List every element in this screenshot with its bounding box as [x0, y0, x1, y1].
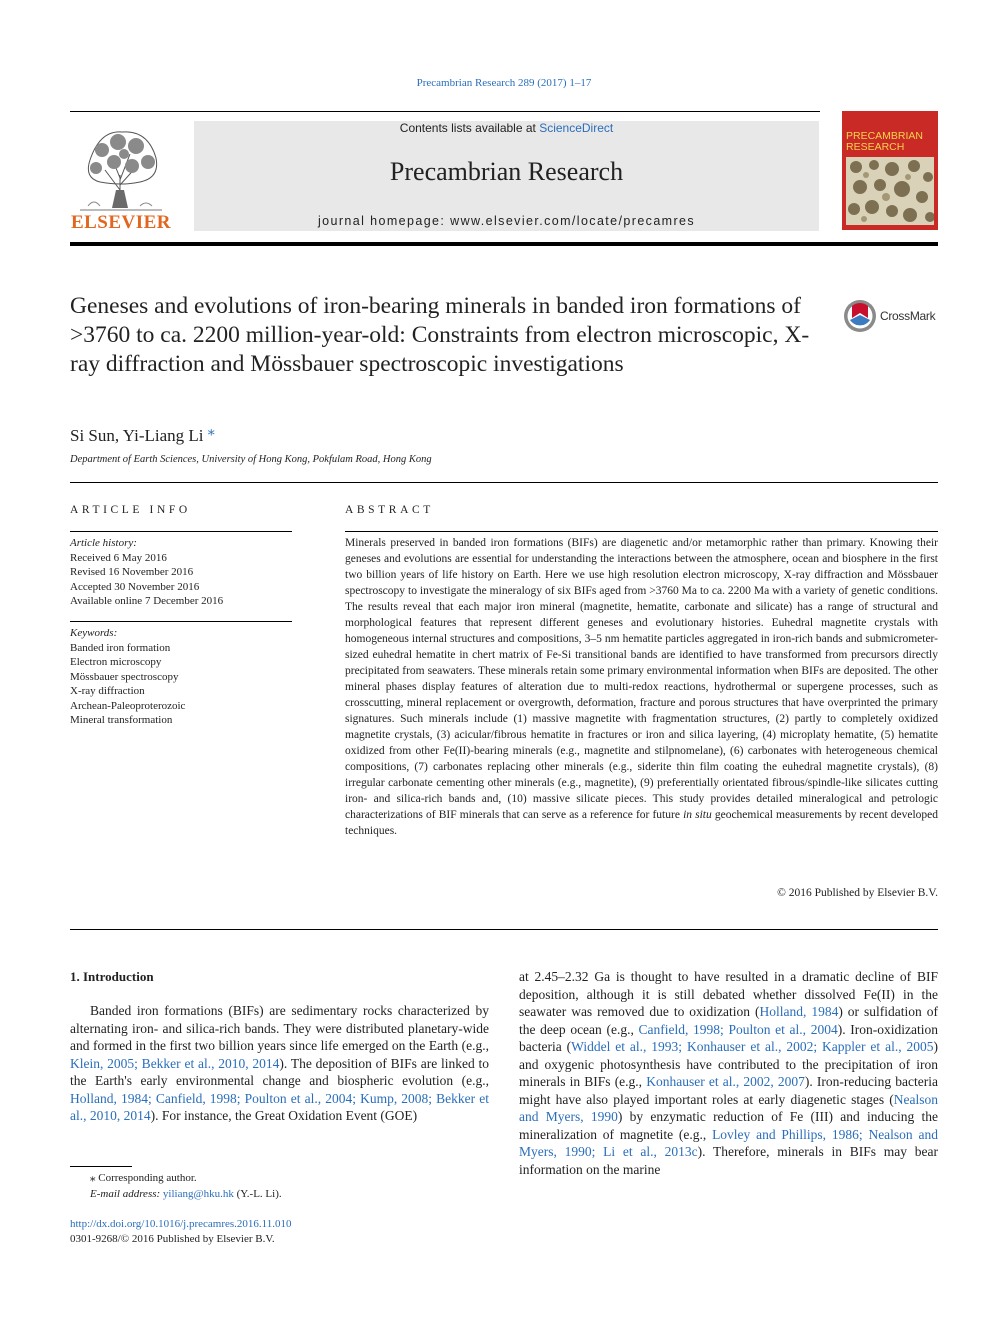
body-text: at 2.45–2.32 Ga is thought to have resulted in a dramatic decline of BIF deposition, although it is still debated whether dissolved Fe(II) in the seawater was removed due to oxidization (: [519, 969, 938, 1019]
contents-line: [194, 121, 819, 135]
history-accepted: Accepted 30 November 2016: [70, 580, 200, 593]
keyword-item: Electron microscopy: [70, 656, 162, 668]
homepage-url-link[interactable]: www.elsevier.com/locate/precamres: [450, 214, 696, 228]
body-text: ) and oxygenic photosynthesis have contributed to the precipitation of iron minerals in BIFs (e.g.,: [519, 1039, 938, 1089]
history-online: Available online 7 December 2016: [70, 595, 224, 607]
journal-reference-link[interactable]: Precambrian Research 289 (2017) 1–17: [416, 77, 592, 89]
abstract-heading: ABSTRACT: [345, 504, 434, 516]
abstract-end: geochemical measurements by recent developed techniques.: [345, 809, 939, 837]
citation-link[interactable]: Klein, 2005; Bekker et al., 2010, 2014: [70, 1055, 280, 1071]
abstract-body: Minerals preserved in banded iron formations (BIFs) are diagenetic and/or metamorphic rather than primary. Knowing their geneses and evolutions are essential for understanding the interactions between the atmosphere, ocean and biosphere in the first two billion years of life history on Earth. Here we use high resolution electron microscopy, X-ray diffraction and Mössbauer spectroscopy to investigate the mineralogy of six BIFs aged from >3760 Ma to ca. 2200 Ma with a variety of genetic conditions. The results reveal that each major iron mineral (magnetite, hematite, carbonate and silicate) has a range of structural and morphological features that represent different geneses and evolutionary histories. Euhedral magnetite crystals with homogeneous internal structures and compositions, 3–5 nm hematite particles aggregated in iron-rich bands and submicrometer-sized euhedral hematite in chert matrix of Fe-Si transitional bands are identified to have transformed from precursors directly precipitated from seawaters. These minerals retain some primary environmental information when BIFs are deposited. The other mineral phases display features of alteration due to multi-redox reactions, hydrothermal or supergene processes, such as crosscutting, mineral replacement or overgrowth, deformation, fracture and porous structures that have overprinted the primary signatures. Such minerals include (1) massive magnetite with fragmentation structures, (2) partly to completely oxidized magnetite crystals, (3) acicular/fibrous hematite in fractures or iron and silica layering, (4) microplaty hematite, (5) hematite oxidized from other Fe(II)-bearing minerals (e.g., magnetite and stilpnomelane), (6) carbonates with heterogeneous chemical compositions, (7) carbonates replacing other minerals (e.g., siderite thin film coating the euhedral magnetite crystals), (8) irregular carbonate cementing other minerals (e.g., magnetite), (9) preferentially orientated fibrous/spindle-like silicates cutting iron- and silica-rich bands and, (10) massive silicate pieces. This study provides detailed mineralogical and petrologic characterizations of BIF minerals that can serve as a reference for future: [345, 537, 938, 821]
body-text: ) or sulfidation of the deep ocean (e.g.,: [519, 1004, 938, 1037]
article-info-rule: [70, 531, 292, 532]
article-title: Geneses and evolutions of iron-bearing minerals in banded iron formations of >3760 to ca. 2200 million-year-old: Constraints from electron microscopic, X-ray diffraction and Mössbauer spectroscopic investigations: [70, 293, 810, 377]
citation-link[interactable]: Konhauser et al., 2002, 2007: [646, 1074, 805, 1089]
crossmark-label[interactable]: CrossMark: [880, 309, 936, 323]
citation-link[interactable]: Lovley and Phillips, 1986; Nealson and Myers, 1990; Li et al., 2013c: [519, 1126, 938, 1159]
article-history: [70, 536, 223, 609]
keyword-item: Banded iron formation: [70, 641, 171, 654]
keyword-item: Mineral transformation: [70, 714, 173, 726]
citation-link[interactable]: Holland, 1984; Canfield, 1998; Poulton et al., 2004; Kump, 2008; Bekker et al., 2010, 2014: [70, 1090, 489, 1123]
affiliation: Department of Earth Sciences, University of Hong Kong, Pokfulam Road, Hong Kong: [70, 454, 432, 465]
abstract-rule: [345, 531, 938, 532]
body-top-rule: [70, 929, 938, 930]
body-text: ). Iron-oxidization bacteria (: [519, 1021, 938, 1054]
citation-link[interactable]: Nealson and Myers, 1990: [519, 1091, 938, 1124]
keyword-item: X-ray diffraction: [70, 685, 145, 697]
body-column-left: [70, 1002, 489, 1125]
footnote-corresponding: [70, 1170, 282, 1186]
body-column-right: [519, 968, 938, 1178]
journal-cover-thumbnail[interactable]: [842, 111, 938, 230]
citation-link[interactable]: Canfield, 1998; Poulton et al., 2004: [638, 1021, 838, 1037]
keyword-item: Archean-Paleoproterozoic: [70, 699, 186, 712]
info-top-rule: [70, 482, 938, 483]
authors-text: Si Sun, Yi-Liang Li: [70, 426, 204, 445]
citation-link[interactable]: Holland, 1984: [759, 1004, 839, 1019]
cover-mineral-image: [846, 157, 934, 225]
cover-title: PRECAMBRIAN RESEARCH: [846, 130, 924, 153]
corresponding-author-mark[interactable]: ⁎: [207, 424, 215, 439]
doi-block: [70, 1217, 292, 1247]
history-label: Article history:: [70, 537, 137, 549]
keyword-item: Mössbauer spectroscopy: [70, 670, 179, 683]
body-text: ). The deposition of BIFs are linked to the Earth's early environmental change and biospheric evolution (e.g.,: [70, 1055, 490, 1088]
email-label: E-mail address:: [90, 1188, 161, 1200]
history-received: Received 6 May 2016: [70, 551, 167, 564]
footnote-rule: [70, 1166, 132, 1167]
footnote-mark: ⁎: [90, 1172, 96, 1184]
corresponding-label: Corresponding author.: [98, 1172, 197, 1184]
sciencedirect-link[interactable]: ScienceDirect: [539, 121, 614, 135]
abstract-italic: in situ: [683, 809, 712, 821]
citation-link[interactable]: Widdel et al., 1993; Konhauser et al., 2002; Kappler et al., 2005: [571, 1039, 934, 1054]
introduction-heading: 1. Introduction: [70, 969, 154, 984]
body-text: ). Therefore, minerals in BIFs may bear information on the marine: [519, 1144, 938, 1177]
journal-name: Precambrian Research: [389, 157, 624, 186]
body-text: ) by enzymatic reduction of Fe (III) and inducing the mineralization of magnetite (e.g.,: [519, 1109, 938, 1142]
issn-line: 0301-9268/© 2016 Published by Elsevier B.V.: [70, 1233, 275, 1245]
footnote: [70, 1170, 282, 1202]
keywords-label: Keywords:: [70, 627, 118, 639]
email-suffix: (Y.-L. Li).: [233, 1188, 282, 1200]
homepage-prefix: journal homepage:: [317, 214, 451, 228]
author-list: [70, 423, 215, 446]
article-info-heading: ARTICLE INFO: [70, 504, 191, 516]
header-bottom-rule: [70, 242, 938, 246]
body-text: Banded iron formations (BIFs) are sedimentary rocks characterized by alternating iron- and silica-rich bands. They were distributed planetary-wide and formed in the first two billion years since life emerged on the Earth (e.g.,: [70, 1003, 489, 1053]
journal-homepage: [194, 214, 819, 228]
keywords-list: [70, 626, 185, 728]
elsevier-wordmark: ELSEVIER: [70, 212, 172, 233]
doi-link[interactable]: http://dx.doi.org/10.1016/j.precamres.2016.11.010: [70, 1218, 292, 1230]
history-revised: Revised 16 November 2016: [70, 566, 194, 578]
keywords-rule: [70, 621, 292, 622]
abstract-copyright: © 2016 Published by Elsevier B.V.: [777, 887, 938, 899]
footnote-email: [70, 1186, 282, 1202]
header-top-rule: [70, 111, 820, 112]
email-link[interactable]: yiliang@hku.hk: [162, 1188, 234, 1200]
contents-prefix: Contents lists available at: [399, 121, 540, 135]
body-text: ). For instance, the Great Oxidation Event (GOE): [150, 1108, 418, 1123]
body-text: ). Iron-reducing bacteria might have also played important roles at early diagenetic stages (: [519, 1074, 938, 1107]
abstract-text: [345, 535, 938, 839]
